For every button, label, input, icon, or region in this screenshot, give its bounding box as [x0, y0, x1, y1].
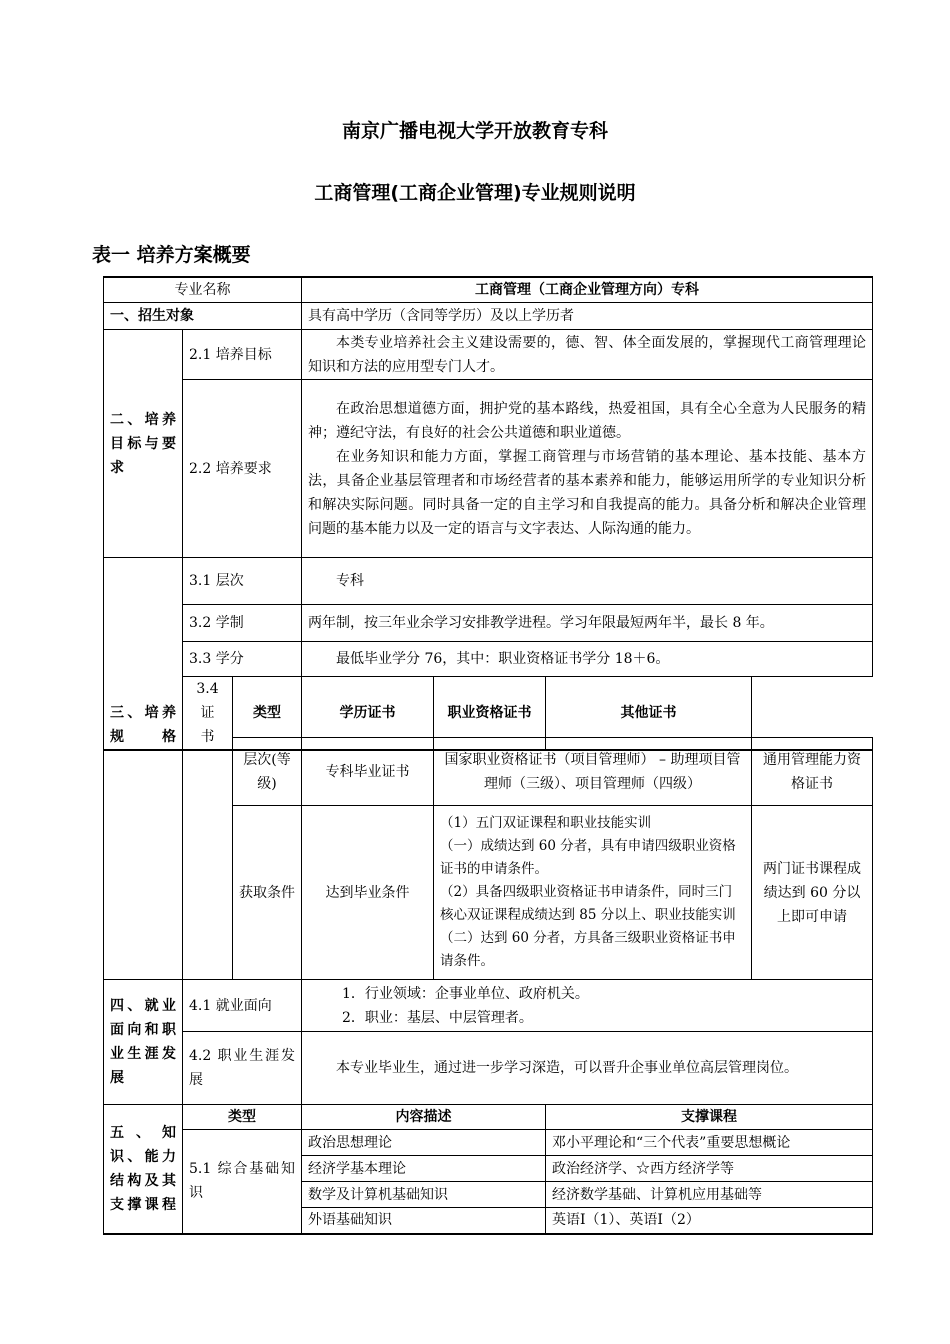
knowledge-header-course: 支撑课程	[546, 1105, 873, 1130]
credit-label: 3.3 学分	[183, 642, 302, 677]
knowledge-desc: 外语基础知识	[302, 1208, 546, 1234]
knowledge-desc: 经济学基本理论	[302, 1156, 546, 1182]
duration-value: 两年制，按三年业余学习安排教学进程。学习年限最短两年半，最长 8 年。	[302, 605, 873, 642]
goals-section-label: 二、培养目标与要求	[104, 330, 183, 558]
cert-row-condition-other: 两门证书课程成绩达到 60 分以上即可申请	[752, 806, 873, 980]
section-title: 表一 培养方案概要	[92, 244, 251, 266]
program-summary-table	[103, 276, 873, 751]
requirement-skills: 在业务知识和能力方面，掌握工商管理与市场营销的基本理论、基本技能、基本方法，具备企业基层管理者和市场经营者的基本素养和能力，能够运用所学的专业知识分析和解决实际问题。同时具备一定的自主学习和自我提高的能力。具备分析和解决企业管理问题的基本能力以及一定的语言与文字表达、人际沟通的能力。	[308, 448, 866, 537]
cert-row-level-education: 专科毕业证书	[302, 738, 434, 806]
major-name-value: 工商管理（工商企业管理方向）专科	[302, 277, 873, 303]
knowledge-group-label: 5.1 综合基础知识	[183, 1130, 302, 1234]
program-summary-table-continued	[103, 737, 873, 1235]
knowledge-course: 邓小平理论和“三个代表”重要思想概论	[546, 1130, 873, 1156]
duration-label: 3.2 学制	[183, 605, 302, 642]
career-section-label: 四、就业面向和职业生涯发展	[104, 980, 183, 1105]
cert-row-level-vocational: 国家职业资格证书（项目管理师） – 助理项目管理师（三级）、项目管理师（四级）	[434, 738, 752, 806]
certificate-label: 3.4 证书	[183, 677, 233, 751]
document-title: 南京广播电视大学开放教育专科	[341, 120, 608, 142]
knowledge-course: 英语Ⅰ（1）、英语Ⅰ（2）	[546, 1208, 873, 1234]
requirement-politics: 在政治思想道德方面，拥护党的基本路线，热爱祖国，具有全心全意为人民服务的精神；遵纪守法，有良好的社会公共道德和职业道德。	[308, 400, 866, 441]
knowledge-section-label: 五、知识、能力结构及其支撑课程	[104, 1105, 183, 1234]
cert-header-type: 类型	[233, 677, 302, 751]
knowledge-desc: 数学及计算机基础知识	[302, 1182, 546, 1208]
credit-value: 最低毕业学分 76，其中：职业资格证书学分 18＋6。	[302, 642, 873, 677]
knowledge-header-type: 类型	[183, 1105, 302, 1130]
enrollment-label: 一、招生对象	[104, 303, 302, 330]
requirement-label: 2.2 培养要求	[183, 380, 302, 558]
cert-condition-line: （1）五门双证课程和职业技能实训	[440, 815, 652, 831]
knowledge-desc: 政治思想理论	[302, 1130, 546, 1156]
career-text: 本专业毕业生，通过进一步学习深造，可以晋升企事业单位高层管理岗位。	[302, 1032, 873, 1105]
major-name-label: 专业名称	[104, 277, 302, 303]
goal-label: 2.1 培养目标	[183, 330, 302, 380]
knowledge-course: 政治经济学、☆西方经济学等	[546, 1156, 873, 1182]
cert-header-vocational: 职业资格证书	[434, 677, 546, 751]
cert-header-education: 学历证书	[302, 677, 434, 751]
cert-condition-line: （一）成绩达到 60 分者，具有申请四级职业资格证书的申请条件。	[440, 838, 736, 877]
cert-condition-line: （2）具备四级职业资格证书申请条件，同时三门核心双证课程成绩达到 85 分以上、职业技能实训（二）达到 60 分者，方具备三级职业资格证书申请条件。	[440, 884, 736, 969]
specs-section-label: 三、培养规格	[104, 558, 183, 751]
knowledge-course: 经济数学基础、计算机应用基础等	[546, 1182, 873, 1208]
level-value: 专科	[302, 558, 873, 605]
cert-header-other: 其他证书	[546, 677, 752, 751]
level-label: 3.1 层次	[183, 558, 302, 605]
employment-label: 4.1 就业面向	[183, 980, 302, 1032]
career-label: 4.2 职业生涯发展	[183, 1032, 302, 1105]
document-subtitle: 工商管理(工商企业管理)专业规则说明	[314, 182, 636, 204]
cert-row-level-type: 层次(等级)	[233, 738, 302, 806]
employment-item: 1．行业领域：企事业单位、政府机关。	[342, 985, 589, 1002]
employment-item: 2．职业：基层、中层管理者。	[342, 1009, 533, 1026]
goal-text: 本类专业培养社会主义建设需要的，德、智、体全面发展的，掌握现代工商管理理论知识和方法的应用型专门人才。	[302, 330, 873, 380]
cert-row-level-other: 通用管理能力资格证书	[752, 738, 873, 806]
cert-row-condition-vocational	[434, 806, 752, 980]
knowledge-header-desc: 内容描述	[302, 1105, 546, 1130]
enrollment-value: 具有高中学历（含同等学历）及以上学历者	[302, 303, 873, 330]
cert-row-condition-type: 获取条件	[233, 806, 302, 980]
cert-row-condition-education: 达到毕业条件	[302, 806, 434, 980]
